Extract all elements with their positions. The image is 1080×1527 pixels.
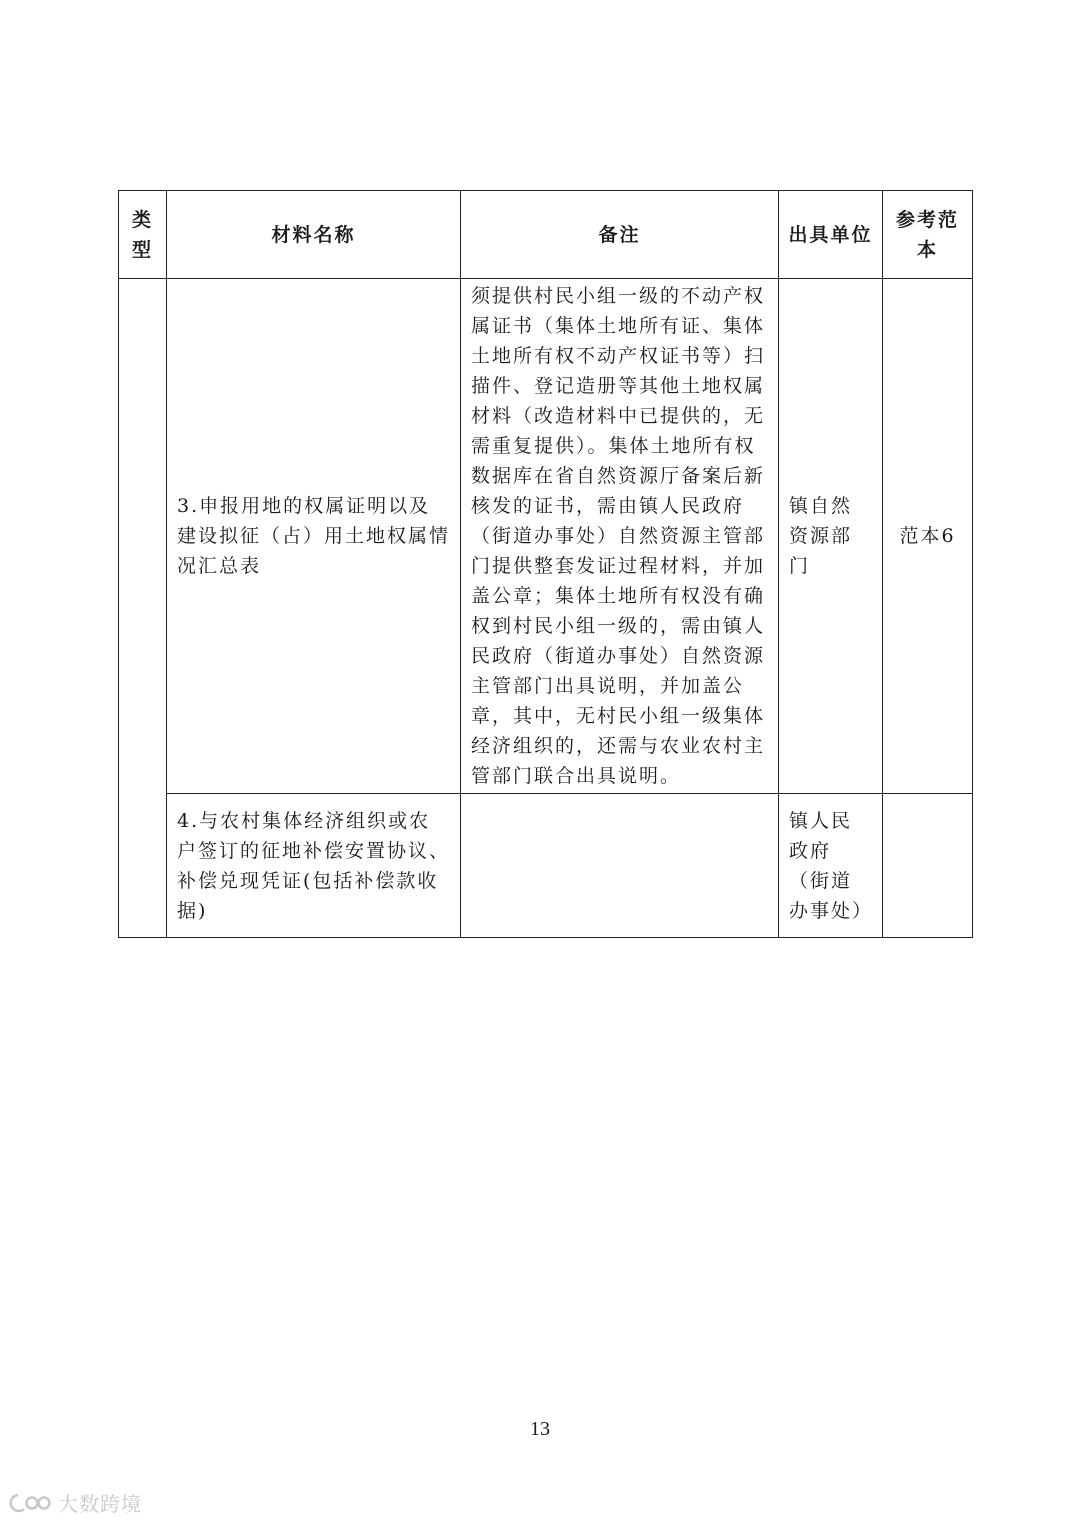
header-type: 类型 [119,191,167,279]
header-issuer: 出具单位 [779,191,883,279]
template-cell [883,794,973,938]
materials-table [118,190,973,938]
remark-cell: 须提供村民小组一级的不动产权属证书（集体土地所有证、集体土地所有权不动产权证书等）扫描件、登记造册等其他土地权属材料（改造材料中已提供的，无需重复提供）。集体土地所有权数据库在省自然资源厅备案后新核发的证书，需由镇人民政府（街道办事处）自然资源主管部门提供整套发证过程材料，并加盖公章；集体土地所有权没有确权到村民小组一级的，需由镇人民政府（街道办事处）自然资源主管部门出具说明，并加盖公章，其中，无村民小组一级集体经济组织的，还需与农业农村主管部门联合出具说明。 [461,279,779,794]
watermark-text: 大数跨境 [58,1492,142,1516]
logo-icon [8,1492,52,1514]
header-template: 参考范本 [883,191,973,279]
page-number: 13 [530,1418,550,1440]
watermark [8,1488,142,1517]
header-row [119,191,973,279]
template-cell: 范本6 [883,279,973,794]
header-material: 材料名称 [167,191,461,279]
table-row [119,279,973,794]
type-cell [119,279,167,938]
remark-cell [461,794,779,938]
material-cell: 4.与农村集体经济组织或农户签订的征地补偿安置协议、补偿兑现凭证(包括补偿款收据) [167,794,461,938]
issuer-cell: 镇自然资源部门 [779,279,883,794]
material-cell: 3.申报用地的权属证明以及建设拟征（占）用土地权属情况汇总表 [167,279,461,794]
table-row [119,794,973,938]
header-remark: 备注 [461,191,779,279]
issuer-cell: 镇人民政府（街道办事处） [779,794,883,938]
